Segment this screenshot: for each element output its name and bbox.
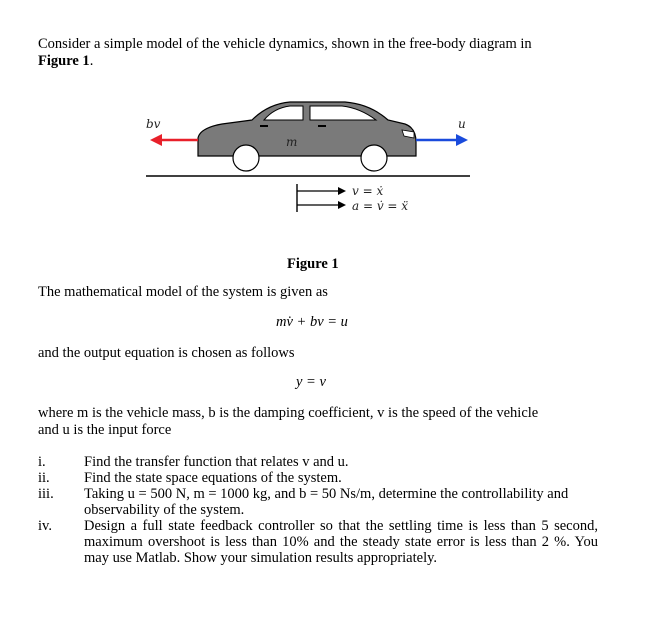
label-mass: m	[286, 135, 298, 149]
list-item	[38, 518, 598, 566]
item-number: ii.	[38, 470, 50, 486]
model-text: The mathematical model of the system is given as	[38, 284, 328, 300]
free-body-diagram	[140, 96, 480, 236]
output-text: and the output equation is chosen as follows	[38, 345, 295, 361]
item-text: Taking u = 500 N, m = 1000 kg, and b = 50 Ns/m, determine the controllability and observability of the system.	[84, 486, 569, 518]
list-item	[38, 486, 598, 518]
item-number: i.	[38, 454, 46, 470]
intro-line1: Consider a simple model of the vehicle dynamics, shown in the free-body diagram in	[38, 36, 532, 52]
door-handle-rear	[318, 125, 326, 127]
label-u: u	[458, 117, 466, 131]
item-number: iii.	[38, 486, 54, 502]
question-list	[38, 454, 598, 566]
where-paragraph	[38, 405, 538, 439]
figure-reference: Figure 1	[38, 53, 90, 69]
front-wheel	[361, 145, 387, 171]
door-handle-front	[260, 125, 268, 127]
item-text: Find the state space equations of the system.	[84, 470, 342, 486]
car-body	[198, 102, 416, 156]
intro-period: .	[89, 53, 94, 69]
intro-paragraph	[38, 36, 532, 70]
input-arrow-head	[456, 134, 468, 146]
figure-caption: Figure 1	[287, 256, 339, 272]
item-number: iv.	[38, 518, 52, 534]
velocity-arrow-head	[338, 187, 346, 195]
output-equation: y = v	[296, 374, 326, 390]
label-bv: bv	[146, 117, 161, 131]
free-body-diagram-svg	[140, 96, 480, 236]
label-velocity: v = ẋ	[352, 184, 384, 198]
list-item	[38, 454, 598, 470]
rear-wheel	[233, 145, 259, 171]
damping-arrow-head	[150, 134, 162, 146]
where-line2: and u is the input force	[38, 422, 172, 438]
item-text: Design a full state feedback controller so that the settling time is less than 5 second, maximum overshoot is less than 10% and the steady state error is less than 2 %. You may use Matlab. Show your simulation results appropriately.	[84, 518, 598, 566]
list-item	[38, 470, 598, 486]
equation-of-motion: mv̇ + bv = u	[276, 314, 348, 330]
label-acceleration: a = v̇ = ẍ	[352, 199, 409, 213]
acceleration-arrow-head	[338, 201, 346, 209]
where-line1: where m is the vehicle mass, b is the damping coefficient, v is the speed of the vehicle	[38, 405, 539, 421]
item-text: Find the transfer function that relates v and u.	[84, 454, 349, 470]
